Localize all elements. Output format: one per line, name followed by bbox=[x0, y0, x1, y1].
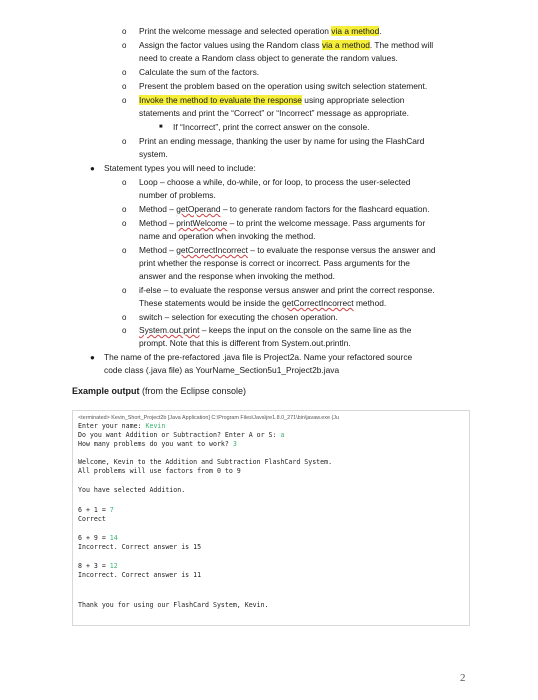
list-item: if-else – to evaluate the response versus answer and print the correct response. bbox=[139, 285, 435, 295]
list-item: Print the welcome message and selected operation via a method. bbox=[139, 26, 382, 36]
list-item: Assign the factor values using the Random class via a method. The method will bbox=[139, 40, 434, 50]
console-line: Enter your name: Kevin bbox=[78, 422, 166, 430]
open-circle-bullet-icon: o bbox=[122, 219, 127, 228]
console-line: Thank you for using our FlashCard System, Kevin. bbox=[78, 601, 269, 609]
console-line: Incorrect. Correct answer is 15 bbox=[78, 543, 202, 551]
list-item-continuation: prompt. Note that this is different from System.out.println. bbox=[139, 338, 351, 348]
console-output-screenshot bbox=[72, 410, 470, 626]
list-item-continuation: statements and print the “Correct” or “Incorrect” message as appropriate. bbox=[139, 108, 409, 118]
console-line: All problems will use factors from 0 to 9 bbox=[78, 467, 241, 475]
console-line: How many problems do you want to work? 3 bbox=[78, 440, 237, 448]
list-item-continuation: code class (.java file) as YourName_Section5u1_Project2b.java bbox=[104, 365, 340, 375]
list-item: Invoke the method to evaluate the response using appropriate selection bbox=[139, 95, 405, 105]
console-line: Correct bbox=[78, 515, 106, 523]
list-item-continuation: These statements would be inside the getCorrectIncorrect method. bbox=[139, 298, 387, 308]
open-circle-bullet-icon: o bbox=[122, 137, 127, 146]
list-item: Statement types you will need to include: bbox=[104, 163, 256, 173]
open-circle-bullet-icon: o bbox=[122, 326, 127, 335]
filled-circle-bullet-icon: ● bbox=[90, 164, 95, 173]
open-circle-bullet-icon: o bbox=[122, 246, 127, 255]
list-item-continuation: system. bbox=[139, 149, 168, 159]
list-item: Calculate the sum of the factors. bbox=[139, 67, 260, 77]
console-line: You have selected Addition. bbox=[78, 486, 186, 494]
square-bullet-icon: ■ bbox=[159, 124, 163, 130]
console-line: 6 + 9 = 14 bbox=[78, 534, 118, 542]
list-item: System.out.print – keeps the input on the console on the same line as the bbox=[139, 325, 412, 335]
console-line: Do you want Addition or Subtraction? Enter A or S: a bbox=[78, 431, 285, 439]
list-item: If “Incorrect”, print the correct answer on the console. bbox=[173, 122, 370, 132]
open-circle-bullet-icon: o bbox=[122, 68, 127, 77]
list-item-continuation: print whether the response is correct or incorrect. Pass arguments for the bbox=[139, 258, 410, 268]
list-item: Method – printWelcome – to print the welcome message. Pass arguments for bbox=[139, 218, 426, 228]
list-item: switch – selection for executing the chosen operation. bbox=[139, 312, 338, 322]
console-line: Incorrect. Correct answer is 11 bbox=[78, 571, 202, 579]
page-number: 2 bbox=[460, 672, 466, 684]
list-item: Method – getOperand – to generate random factors for the flashcard equation. bbox=[139, 204, 430, 214]
open-circle-bullet-icon: o bbox=[122, 205, 127, 214]
console-line: Welcome, Kevin to the Addition and Subtraction FlashCard System. bbox=[78, 458, 333, 466]
list-item-continuation: name and operation when invoking the method. bbox=[139, 231, 316, 241]
list-item: Loop – choose a while, do-while, or for loop, to process the user-selected bbox=[139, 177, 411, 187]
filled-circle-bullet-icon: ● bbox=[90, 353, 95, 362]
list-item: Present the problem based on the operation using switch selection statement. bbox=[139, 81, 428, 91]
console-line: 8 + 3 = 12 bbox=[78, 562, 118, 570]
list-item: The name of the pre-refactored .java file is Project2a. Name your refactored source bbox=[104, 352, 413, 362]
open-circle-bullet-icon: o bbox=[122, 178, 127, 187]
open-circle-bullet-icon: o bbox=[122, 96, 127, 105]
open-circle-bullet-icon: o bbox=[122, 82, 127, 91]
open-circle-bullet-icon: o bbox=[122, 286, 127, 295]
list-item: Print an ending message, thanking the user by name for using the FlashCard bbox=[139, 136, 425, 146]
open-circle-bullet-icon: o bbox=[122, 27, 127, 36]
open-circle-bullet-icon: o bbox=[122, 41, 127, 50]
example-output-heading: Example output (from the Eclipse console) bbox=[72, 386, 247, 396]
open-circle-bullet-icon: o bbox=[122, 313, 127, 322]
list-item-continuation: number of problems. bbox=[139, 190, 216, 200]
terminated-banner: <terminated> Kevin_Short_Project2b [Java Application] C:\Program Files\Java\jre1.8.0_271\bin\javaw.exe (Ju bbox=[78, 415, 339, 421]
list-item-continuation: answer and the response when invoking the method. bbox=[139, 271, 336, 281]
list-item: Method – getCorrectIncorrect – to evaluate the response versus the answer and bbox=[139, 245, 436, 255]
list-item-continuation: need to create a Random class object to generate the random values. bbox=[139, 53, 398, 63]
console-line: 6 + 1 = 7 bbox=[78, 506, 114, 514]
